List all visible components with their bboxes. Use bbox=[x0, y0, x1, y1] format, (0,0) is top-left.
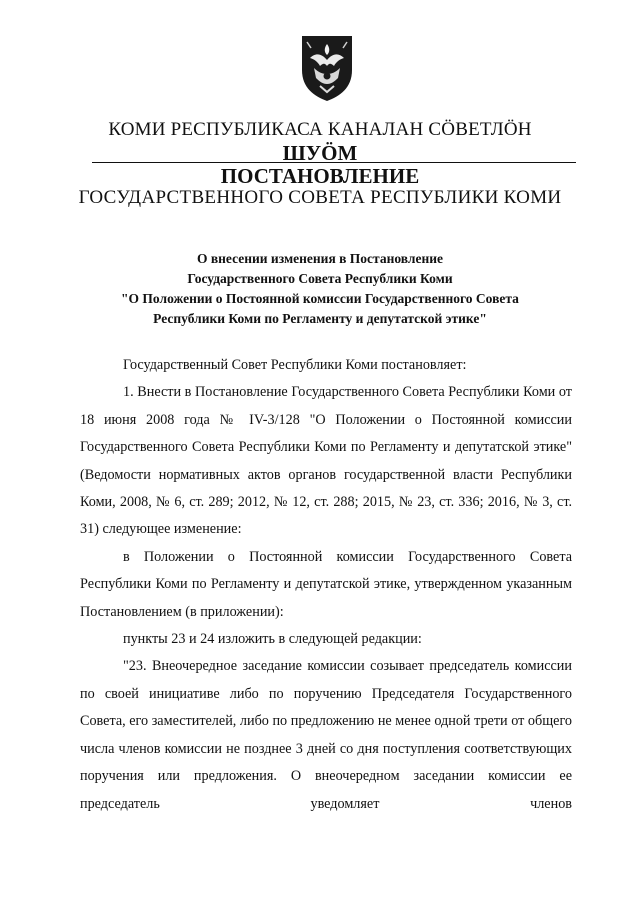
body-paragraph: 1. Внести в Постановление Государственного Совета Республики Коми от 18 июня 2008 года № IV-3/128 "О Положении о Постоянной комиссии Государственного Совета Республики Коми по Регламенту и депутатской этике" (Ведомости нормативных актов органов государственной власти Республики Коми, 2008, № 6, ст. 289; 2012, № 12, ст. 288; 2015, № 23, ст. 336; 2016, № 3, ст. 31) следующее изменение: bbox=[80, 384, 572, 538]
council-name: ГОСУДАРСТВЕННОГО СОВЕТА РЕСПУБЛИКИ КОМИ bbox=[78, 187, 562, 208]
document-body bbox=[80, 352, 572, 818]
body-paragraph: в Положении о Постоянной комиссии Государственного Совета Республики Коми по Регламенту и депутатской этике, утвержденном указанным Постановлением (в приложении): bbox=[80, 548, 572, 620]
document-title bbox=[60, 249, 580, 329]
body-paragraph: "23. Внеочередное заседание комиссии созывает председатель комиссии по своей инициативе либо по поручению Председателя Государственного Совета, его заместителей, либо по предложению не менее одной трети от общего числа членов комиссии не позднее 3 дней со дня поступления соответствующих поручения или предложения. О внеочередном заседании комиссии ее председатель уведомляет членов bbox=[80, 658, 572, 812]
header-divider bbox=[92, 162, 576, 163]
republic-header-komi: КОМИ РЕСПУБЛИКАСА КАНАЛАН СÖВЕТЛÖН bbox=[108, 119, 532, 140]
body-paragraph: пункты 23 и 24 изложить в следующей редакции: bbox=[123, 631, 422, 648]
document-type-russian: ПОСТАНОВЛЕНИЕ bbox=[220, 164, 420, 188]
title-line: Республики Коми по Регламенту и депутатской этике" bbox=[153, 311, 487, 326]
title-line: О внесении изменения в Постановление bbox=[196, 251, 444, 266]
document-type-komi: ШУÖМ bbox=[282, 141, 358, 165]
title-line: "О Положении о Постоянной комиссии Государственного Совета bbox=[121, 291, 519, 306]
body-paragraph: Государственный Совет Республики Коми постановляет: bbox=[123, 357, 467, 373]
komi-coat-of-arms-icon bbox=[300, 32, 354, 102]
title-line: Государственного Совета Республики Коми bbox=[187, 271, 453, 286]
